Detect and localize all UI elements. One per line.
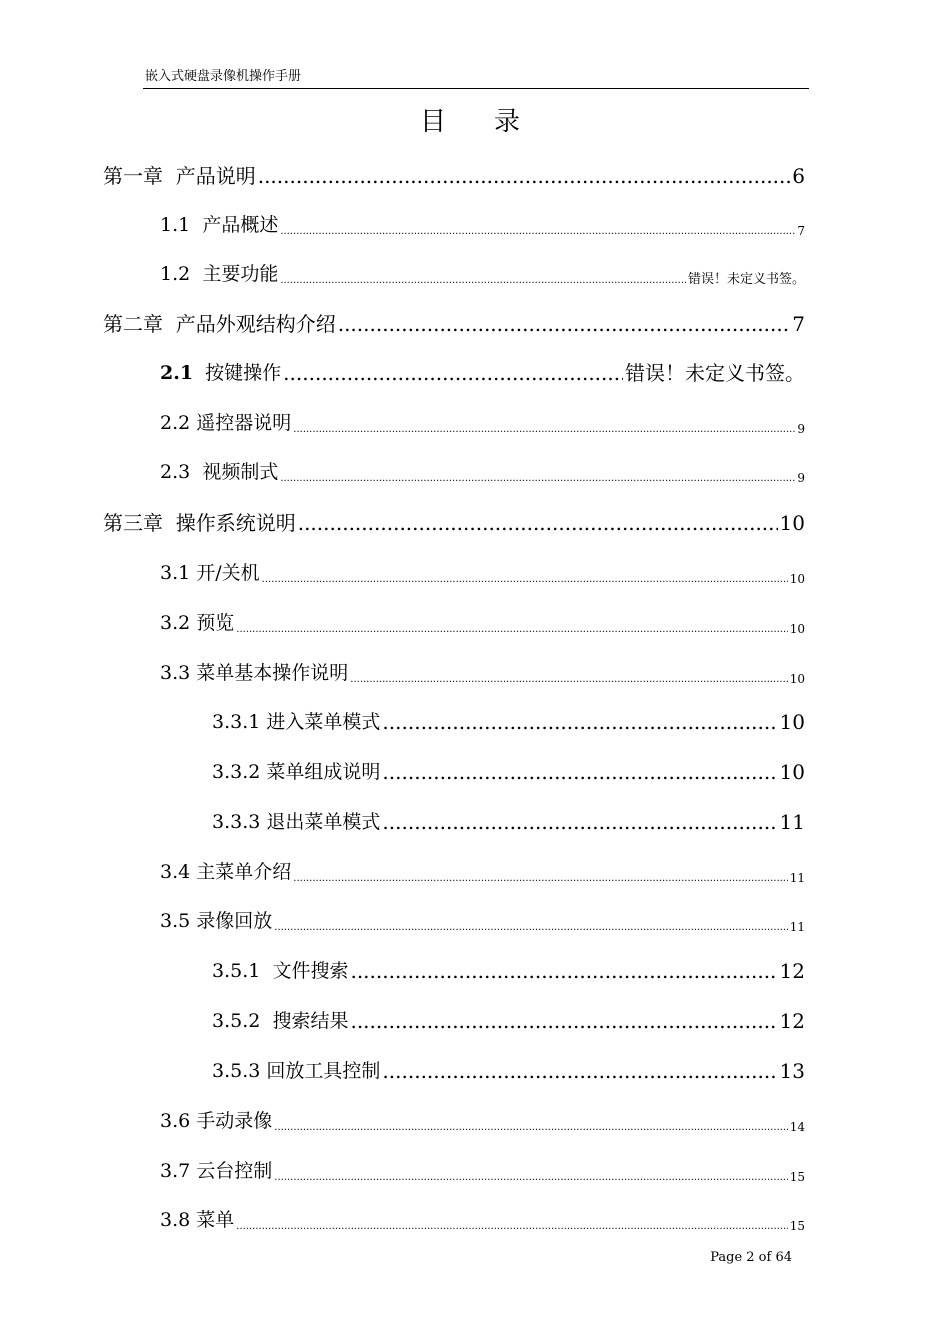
toc-entry-label: 3.5.2 搜索结果 [212,1010,349,1032]
toc-entry[interactable] [160,360,805,386]
toc-entry-page: 9 [797,471,805,485]
dot-leader [262,574,788,586]
toc-entry-page: 10 [779,511,805,535]
toc-entry-page: 错误！未定义书签。 [625,361,805,385]
toc-entry-page: 12 [779,959,805,983]
toc-entry-label: 3.5 录像回放 [160,910,273,932]
toc-entry-page: 15 [789,1170,805,1184]
toc-entry-label: 3.7 云台控制 [160,1160,273,1182]
dot-leader [382,709,777,735]
dot-leader [280,473,795,485]
toc-entry-label: 3.3.2 菜单组成说明 [212,761,381,783]
toc-entry-label: 第三章 操作系统说明 [103,511,296,535]
toc-entry-page: 9 [797,422,805,436]
toc-entry[interactable] [160,1207,805,1233]
dot-leader [350,958,777,984]
toc-entry-label: 第一章 产品说明 [103,164,256,188]
dot-leader [293,873,787,885]
toc-entry-page: 10 [789,622,805,636]
toc-entry-page: 6 [792,164,805,188]
toc-entry-page: 错误！未定义书签。 [687,272,805,287]
toc-entry[interactable] [160,212,805,238]
toc-entry-page: 13 [779,1059,805,1083]
dot-leader [350,1008,777,1034]
toc-entry-label: 3.3.1 进入菜单模式 [212,711,381,733]
dot-leader [382,809,777,835]
toc-entry-label: 3.8 菜单 [160,1209,235,1231]
dot-leader [280,275,686,287]
toc-entry[interactable] [212,809,805,835]
toc-entry-page: 7 [792,312,805,336]
toc-entry-page: 11 [789,920,805,934]
toc-entry-label: 1.1 产品概述 [160,214,279,236]
toc-entry-label: 3.5.3 回放工具控制 [212,1060,381,1082]
dot-leader [298,510,778,536]
toc-entry-page: 11 [789,871,805,885]
toc-entry[interactable] [160,410,805,436]
dot-leader [382,1058,777,1084]
toc-entry-label: 2.1 按键操作 [160,362,282,384]
toc-entry-label: 2.2 遥控器说明 [160,412,292,434]
toc-title: 目录 [420,107,569,137]
toc-entry[interactable] [160,261,805,287]
toc-entry-page: 10 [779,760,805,784]
toc-entry[interactable] [160,1158,805,1184]
dot-leader [274,1172,787,1184]
dot-leader [350,674,787,686]
toc-entry[interactable] [160,859,805,885]
toc-entry-label: 1.2 主要功能 [160,263,279,285]
dot-leader [274,922,787,934]
toc-entry[interactable] [212,1058,805,1084]
toc-entry[interactable] [212,1008,805,1034]
dot-leader [236,1221,787,1233]
dot-leader [293,424,795,436]
toc-entry-page: 10 [789,672,805,686]
toc-entry[interactable] [212,958,805,984]
toc-entry-label: 2.3 视频制式 [160,461,279,483]
dot-leader [338,311,791,337]
dot-leader [382,759,777,785]
toc-entry-page: 15 [789,1219,805,1233]
dot-leader [258,163,791,189]
toc-entry[interactable] [103,163,805,189]
toc-entry[interactable] [160,459,805,485]
toc-entry-page: 14 [789,1120,805,1134]
toc-entry-label: 3.4 主菜单介绍 [160,861,292,883]
dot-leader [236,624,787,636]
toc-entry[interactable] [160,560,805,586]
toc-entry-page: 7 [797,224,805,238]
page-number-footer: Page 2 of 64 [710,1250,792,1265]
toc-entry-label: 第二章 产品外观结构介绍 [103,312,336,336]
header-rule [143,88,809,89]
toc-entry-label: 3.3 菜单基本操作说明 [160,662,349,684]
toc-entry-label: 3.3.3 退出菜单模式 [212,811,381,833]
dot-leader [280,226,795,238]
toc-entry-label: 3.5.1 文件搜索 [212,960,349,982]
toc-entry-page: 12 [779,1009,805,1033]
toc-entry-label: 3.2 预览 [160,612,235,634]
toc-entry[interactable] [212,759,805,785]
toc-entry[interactable] [103,311,805,337]
toc-entry-page: 11 [779,810,805,834]
toc-entry[interactable] [160,1108,805,1134]
toc-entry-page: 10 [789,572,805,586]
toc-entry[interactable] [160,610,805,636]
toc-entry[interactable] [103,510,805,536]
toc-entry[interactable] [160,660,805,686]
toc-entry[interactable] [160,908,805,934]
toc-entry[interactable] [212,709,805,735]
running-header: 嵌入式硬盘录像机操作手册 [145,69,302,84]
dot-leader [274,1122,787,1134]
toc-entry-label: 3.6 手动录像 [160,1110,273,1132]
toc-entry-page: 10 [779,710,805,734]
dot-leader [283,360,623,386]
toc-entry-label: 3.1 开/关机 [160,562,260,584]
